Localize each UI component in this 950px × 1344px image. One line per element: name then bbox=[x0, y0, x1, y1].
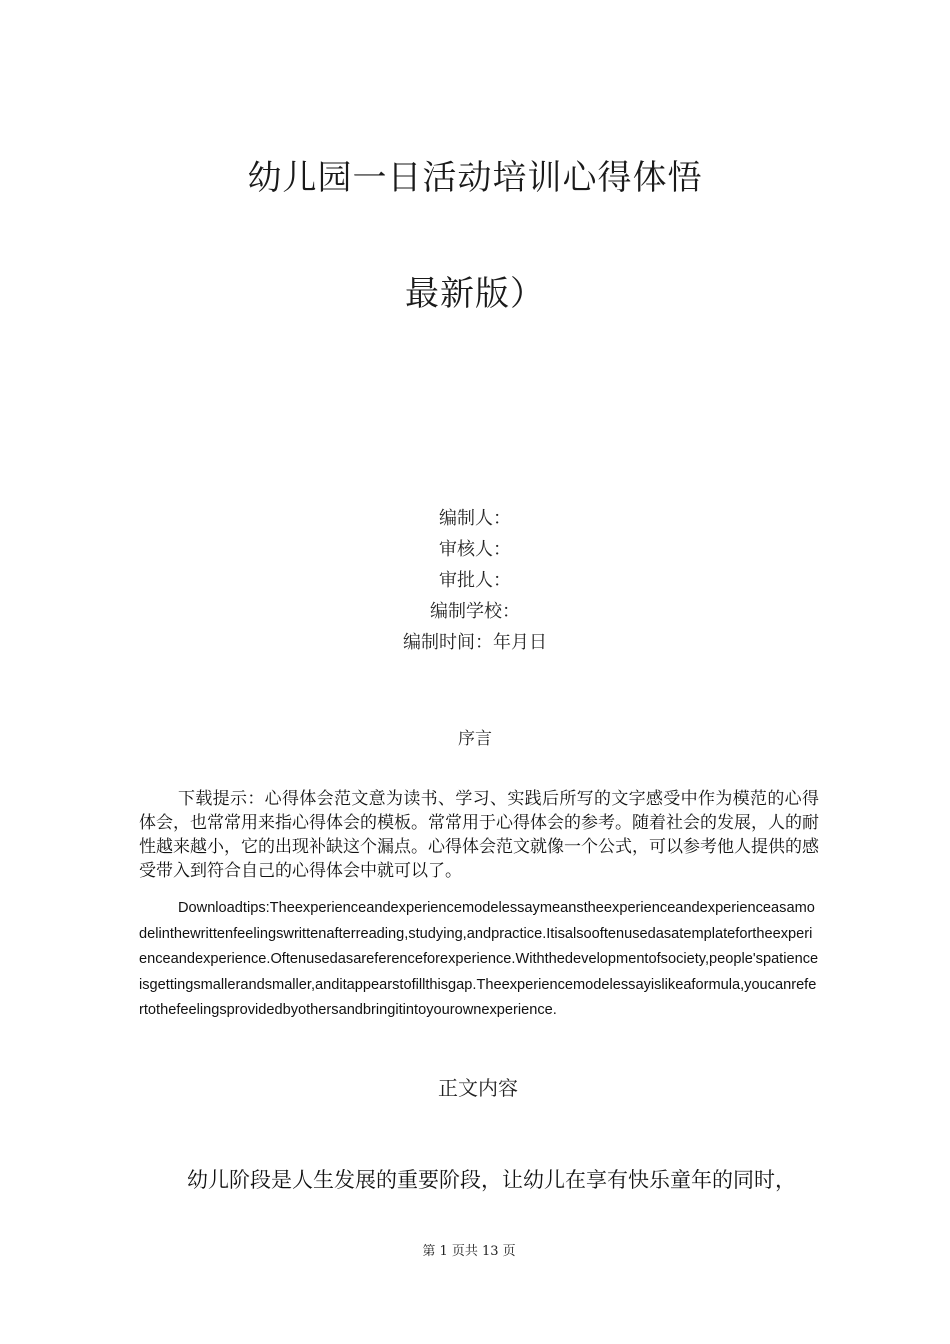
body-first-line: 幼儿阶段是人生发展的重要阶段，让幼儿在享有快乐童年的同时， bbox=[187, 1168, 796, 1192]
page-footer: 第 1 页共 13 页 bbox=[422, 1244, 516, 1259]
meta-school: 编制学校： bbox=[430, 601, 520, 622]
meta-date: 编制时间：年月日 bbox=[403, 632, 547, 653]
document-meta bbox=[0, 503, 950, 658]
download-tip-english: Downloadtips:Theexperienceandexperiencemodelessaymeanstheexperienceandexperienceasamodelinthewrittenfeelingswrittenafterreading,studying,andpractice.Itisalsooftenusedasatemplatefortheexperienceandexperience.Oftenusedasareferenceforexperience.Withthedevelopmentofsociety,people'spatienceisgettingsmallerandsmaller,anditappearstofillthisgap.Theexperiencemodelessayislikeaformula,youcanrefertothefeelingsprovidedbyothersandbringitintoyourownexperience. bbox=[139, 900, 819, 1018]
document-title: 幼儿园一日活动培训心得体悟 bbox=[247, 158, 703, 198]
meta-approver: 审批人： bbox=[439, 570, 511, 591]
document-subtitle: 最新版） bbox=[405, 274, 545, 314]
meta-reviewer: 审核人： bbox=[439, 539, 511, 560]
preface-heading: 序言 bbox=[458, 729, 492, 749]
body-heading: 正文内容 bbox=[438, 1076, 518, 1100]
download-tip-chinese: 下载提示：心得体会范文意为读书、学习、实践后所写的文字感受中作为模范的心得体会，也常常用来指心得体会的模板。常常用于心得体会的参考。随着社会的发展，人的耐性越来越小，它的出现补缺这个漏点。心得体会范文就像一个公式，可以参考他人提供的感受带入到符合自己的心得体会中就可以了。 bbox=[139, 789, 819, 881]
meta-editor: 编制人： bbox=[439, 508, 511, 529]
